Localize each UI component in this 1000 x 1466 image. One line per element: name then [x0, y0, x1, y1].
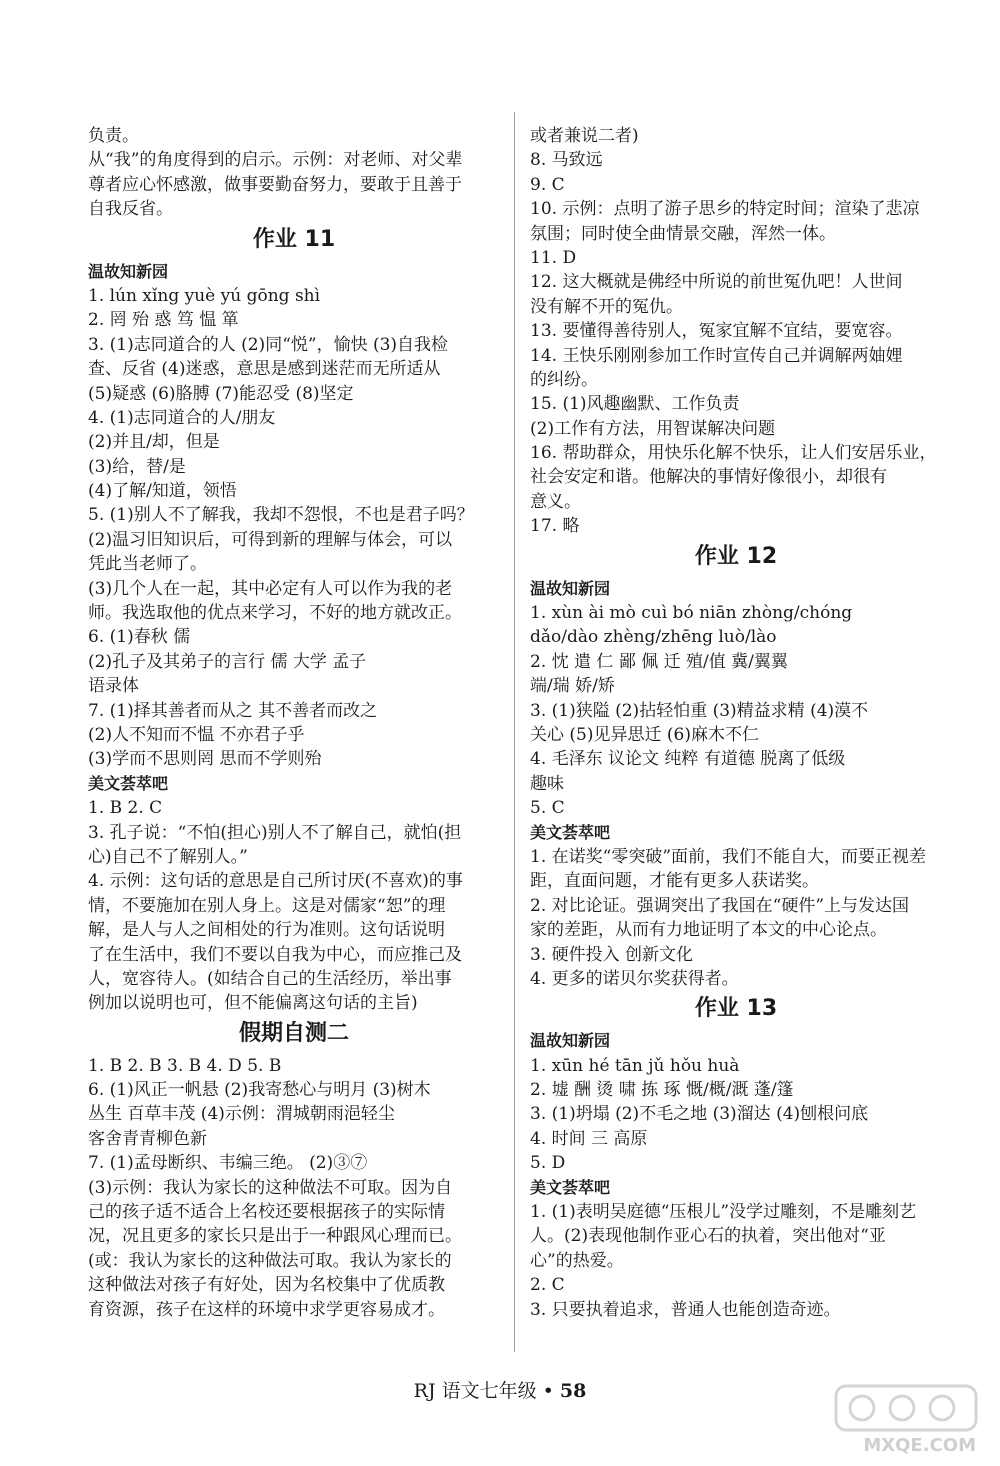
- answer-line: 15. (1)风趣幽默、工作负责: [530, 394, 740, 415]
- section-title: 美文荟萃吧: [88, 773, 169, 793]
- answer-line: 3. 硬件投入 创新文化: [530, 944, 694, 965]
- answer-line: 凭此当老师了。: [88, 554, 207, 575]
- answer-line: 距，直面问题，才能有更多人获诺奖。: [530, 871, 819, 892]
- answer-line: (2)工作有方法，用智谋解决问题: [530, 418, 776, 439]
- answer-line: 1. xùn ài mò cuì bó niān zhòng/chóng: [530, 603, 853, 624]
- answer-line: 心)自己不了解别人。”: [88, 846, 248, 867]
- answer-line: 1. B 2. B 3. B 4. D 5. B: [88, 1055, 282, 1076]
- answer-line: 师。我选取他的优点来学习，不好的地方就改正。: [88, 603, 462, 624]
- answer-line: dǎo/dào zhèng/zhēng luò/lào: [530, 627, 777, 648]
- answer-line: (2)孔子及其弟子的言行 儒 大学 孟子: [88, 651, 367, 672]
- answer-line: 3. 只要执着追求，普通人也能创造奇迹。: [530, 1299, 841, 1320]
- answer-line: 从“我”的角度得到的启示。示例：对老师、对父辈: [88, 150, 463, 171]
- answer-line: 心”的热爱。: [530, 1250, 624, 1271]
- watermark-text: MXQE.COM: [863, 1435, 976, 1456]
- answer-line: 1. B 2. C: [88, 798, 163, 819]
- answer-line: 7. (1)孟母断织、韦编三绝。 (2)③⑦: [88, 1153, 368, 1174]
- answer-line: 14. 王快乐刚刚参加工作时宣传自己并调解两妯娌: [530, 345, 903, 366]
- answer-line: 6. (1)风正一帆悬 (2)我寄愁心与明月 (3)树木: [88, 1080, 431, 1101]
- answer-line: (4)了解/知道，领悟: [88, 481, 237, 502]
- answer-line: 1. 在诺奖“零突破”面前，我们不能自大，而要正视差: [530, 846, 927, 867]
- answer-line: 例加以说明也可，但不能偏离这句话的主旨): [88, 993, 418, 1014]
- answer-line: 没有解不开的冤仇。: [530, 296, 683, 317]
- answer-line: 意义。: [530, 491, 581, 512]
- answer-line: (3)几个人在一起，其中必定有人可以作为我的老: [88, 578, 453, 599]
- answer-line: 1. (1)表明吴庭德“压根儿”没学过雕刻，不是雕刻艺: [530, 1202, 917, 1223]
- answer-line: 4. 示例：这句话的意思是自己所讨厌(不喜欢)的事: [88, 871, 463, 892]
- answer-line: 10. 示例：点明了游子思乡的特定时间；渲染了悲凉: [530, 199, 920, 220]
- answer-line: 解，是人与人之间相处的行为准则。这句话说明: [88, 920, 445, 941]
- answer-line: 的纠纷。: [530, 369, 598, 390]
- answer-line: 7. (1)择其善者而从之 其不善者而改之: [88, 700, 378, 721]
- answer-line: 3. (1)志同道合的人 (2)同“悦”，愉快 (3)自我检: [88, 334, 449, 355]
- answer-line: (3)学而不思则罔 思而不学则殆: [88, 749, 322, 770]
- answer-line: 4. 时间 三 高原: [530, 1128, 648, 1149]
- answer-line: 趣味: [530, 773, 564, 794]
- answer-line: 关心 (5)见异思迁 (6)麻木不仁: [530, 724, 759, 745]
- answer-line: (或：我认为家长的这种做法可取。我认为家长的: [88, 1250, 452, 1271]
- answer-line: 人。(2)表现他制作亚心石的执着，突出他对“亚: [530, 1226, 886, 1247]
- answer-line: 丛生 百草丰茂 (4)示例：渭城朝雨浥轻尘: [88, 1104, 395, 1125]
- answer-line: 5. (1)别人不了解我，我却不怨恨，不也是君子吗？: [88, 505, 474, 526]
- answer-line: 3. (1)坍塌 (2)不毛之地 (3)溜达 (4)刨根问底: [530, 1104, 869, 1125]
- assignment-heading: 作业 12: [694, 543, 778, 569]
- answer-line: (3)示例：我认为家长的这种做法不可取。因为自: [88, 1177, 453, 1198]
- answer-line: 3. 孔子说：“不怕(担心)别人不了解自己，就怕(担: [88, 822, 462, 843]
- answer-line: 情，不要施加在别人身上。这是对儒家“恕”的理: [88, 895, 446, 916]
- right-column: [530, 124, 942, 1322]
- assignment-heading: 作业 13: [694, 996, 778, 1022]
- answer-line: 2. 忱 遣 仁 鄙 佩 迁 殖/值 冀/翼翼: [530, 651, 788, 672]
- watermark-badge-icon: [832, 1380, 982, 1440]
- answer-line: 查、反省 (4)迷惑，意思是感到迷茫而无所适从: [88, 359, 441, 380]
- answer-line: 4. (1)志同道合的人/朋友: [88, 407, 276, 428]
- column-divider: [514, 112, 515, 1352]
- answer-line: 社会安定和谐。他解决的事情好像很小，却很有: [530, 467, 887, 488]
- answer-line: 尊者应心怀感激，做事要勤奋努力，要敢于且善于: [88, 174, 462, 195]
- answer-line: 13. 要懂得善待别人，冤家宜解不宜结，要宽容。: [530, 321, 903, 342]
- answer-line: 12. 这大概就是佛经中所说的前世冤仇吧！人世间: [530, 272, 903, 293]
- answer-line: (2)并且/却，但是: [88, 432, 220, 453]
- answer-line: 己的孩子适不适合上名校还要根据孩子的实际情: [88, 1202, 445, 1223]
- answer-line: 人，宽容待人。(如结合自己的生活经历，举出事: [88, 968, 452, 989]
- answer-line: 了在生活中，我们不要以自我为中心，而应推己及: [88, 944, 462, 965]
- answer-line: 2. C: [530, 1275, 565, 1296]
- answer-line: 1. xūn hé tān jǔ hǒu huà: [530, 1055, 740, 1076]
- answer-line: (2)温习旧知识后，可得到新的理解与体会，可以: [88, 529, 453, 550]
- page-number: 58: [559, 1380, 587, 1402]
- answer-line: 3. (1)狭隘 (2)拈轻怕重 (3)精益求精 (4)漠不: [530, 700, 869, 721]
- answer-line: (2)人不知而不愠 不亦君子乎: [88, 724, 305, 745]
- answer-line: 2. 罔 殆 惑 笃 愠 箪: [88, 310, 239, 331]
- answer-line: 负责。: [88, 126, 139, 146]
- section-title: 温故知新园: [530, 1031, 611, 1051]
- watermark-logo: [832, 1380, 982, 1458]
- answer-line: 自我反省。: [88, 199, 173, 220]
- answer-line: 2. 对比论证。强调突出了我国在“硬件”上与发达国: [530, 895, 910, 916]
- answer-line: 2. 墟 酬 烫 啸 拣 琢 慨/概/溉 蓬/篷: [530, 1080, 794, 1101]
- left-column: [88, 124, 500, 1322]
- answer-line: 11. D: [530, 247, 577, 268]
- answer-line: 9. C: [530, 174, 565, 195]
- answer-line: 况，况且更多的家长只是出于一种跟风心理而已。: [88, 1226, 462, 1247]
- answer-line: 4. 更多的诺贝尔奖获得者。: [530, 968, 739, 989]
- section-title: 温故知新园: [88, 261, 169, 281]
- answer-line: 5. C: [530, 798, 565, 819]
- answer-line: (5)疑惑 (6)胳膊 (7)能忍受 (8)坚定: [88, 383, 354, 404]
- answer-line: 端/瑞 娇/矫: [530, 676, 615, 697]
- answer-line: 6. (1)春秋 儒: [88, 627, 191, 648]
- answer-line: 4. 毛泽东 议论文 纯粹 有道德 脱离了低级: [530, 749, 846, 770]
- footer-label: RJ 语文七年级 •: [413, 1380, 560, 1402]
- answer-line: 氛围；同时使全曲情景交融，浑然一体。: [530, 223, 836, 244]
- section-title: 美文荟萃吧: [530, 1177, 611, 1197]
- answer-line: 这种做法对孩子有好处，因为名校集中了优质教: [88, 1275, 445, 1296]
- section-title: 温故知新园: [530, 578, 611, 598]
- assignment-heading: 作业 11: [252, 226, 336, 252]
- answer-line: 1. lún xǐng yuè yú gōng shì: [88, 285, 321, 306]
- answer-line: 家的差距，从而有力地证明了本文的中心论点。: [530, 920, 887, 941]
- answer-line: 8. 马致远: [530, 150, 603, 171]
- answer-line: 16. 帮助群众，用快乐化解不快乐，让人们安居乐业，: [530, 443, 937, 464]
- answer-line: (3)给，替/是: [88, 456, 186, 477]
- answer-line: 客舍青青柳色新: [88, 1128, 207, 1149]
- answer-line: 或者兼说二者): [530, 126, 639, 146]
- section-title: 美文荟萃吧: [530, 822, 611, 842]
- assignment-heading: 假期自测二: [238, 1020, 349, 1046]
- answer-line: 语录体: [88, 676, 139, 697]
- answer-line: 育资源，孩子在这样的环境中求学更容易成才。: [88, 1299, 445, 1320]
- answer-line: 17. 略: [530, 516, 580, 537]
- answer-line: 5. D: [530, 1153, 566, 1174]
